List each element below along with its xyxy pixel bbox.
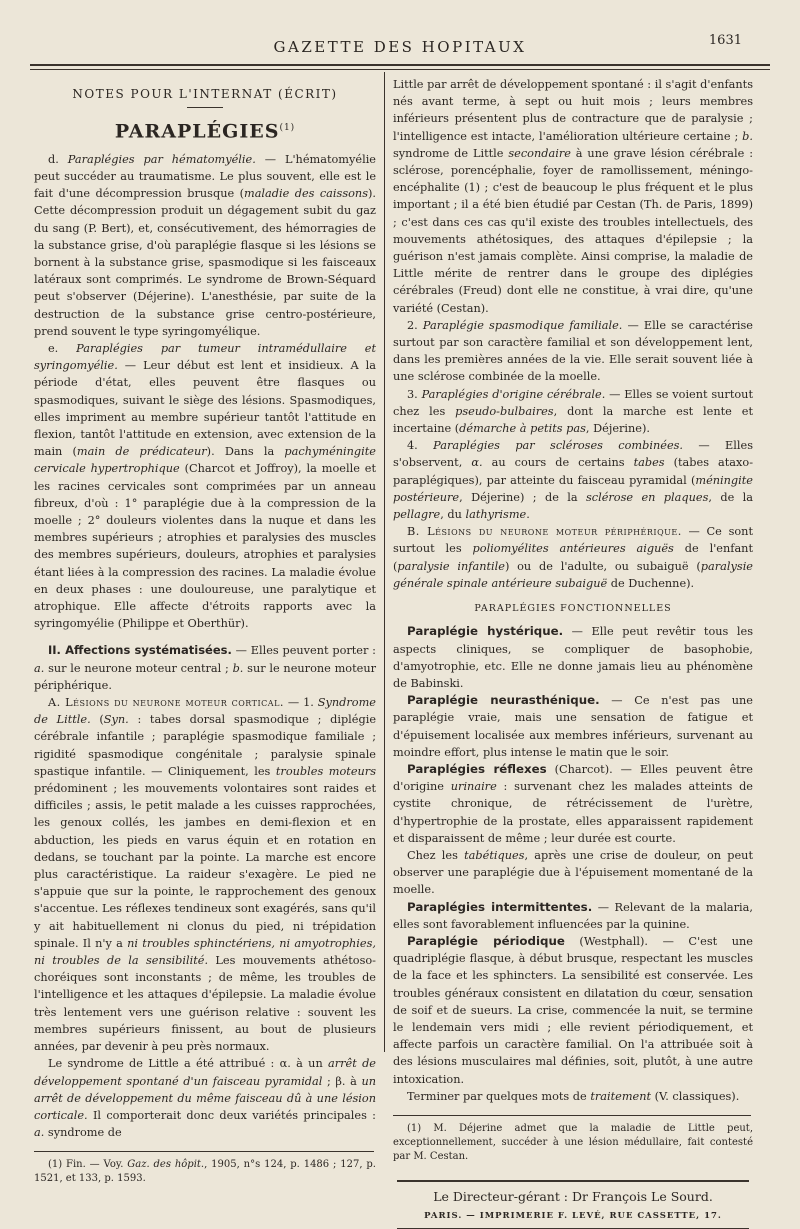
column-divider (384, 72, 385, 1052)
paragraph-periodique (393, 933, 753, 1088)
ii-a: a. (34, 661, 45, 675)
footnote-left-italic: Gaz. des hôpit. (127, 1159, 205, 1171)
short-rule (187, 107, 223, 108)
p2-text: — Elle se caractérise surtout par son caractère familial et son développement lent, dans les premières années de la vie. Elle serait souvent liée à une sclérose combinée de la moelle. (393, 318, 753, 384)
a-text-b: : tabes dorsal spasmodique ; diplégie cérébrale infantile ; paraplégie spasmodique familiale ; rigidité spasmodique congénitale ; paralysie spinale spastique infantile. — Cliniquement, les (34, 713, 377, 778)
paragraph-4 (393, 437, 753, 523)
journal-title: GAZETTE DES HOPITAUX (273, 38, 527, 56)
p3-italic: Paraplégies d'origine cérébrale. (421, 387, 606, 401)
a-syn: Syn. (103, 713, 129, 727)
a-italic-2: ni troubles sphinctériens, ni amyotrophies, ni troubles de la sensibilité. (34, 936, 376, 968)
b-text-b: de l'enfant ( (393, 542, 753, 573)
p2-italic: Paraplégie spasmodique familiale. (422, 318, 623, 332)
p4-italic-3: méningite postérieure (393, 473, 753, 504)
p4-italic: Paraplégies par scléroses combinées. (433, 439, 684, 453)
paragraph-neurasthenique (393, 692, 753, 761)
director-line: Le Directeur-gérant : Dr François Le Sourd. (433, 1188, 713, 1204)
imprint-box (397, 1180, 749, 1229)
inter-text: — Relevant de la malaria, elles sont favorablement influencées par la quinine. (393, 900, 754, 931)
article-title-text: PARAPLÉGIES (114, 120, 280, 143)
d-label: d. (48, 152, 59, 166)
footnote-rule (34, 1151, 374, 1152)
p4-text-e: , de la (708, 490, 753, 504)
p1-text-b: syndrome de Little (393, 146, 509, 160)
inter-heading: Paraplégies intermittentes. (407, 899, 593, 914)
e-title: Paraplégies par tumeur intramédullaire et syringomyélie. (34, 341, 376, 373)
p4-text-c: (tabes ataxo-paraplégiques), par atteinte du faisceau pyramidal ( (393, 456, 754, 487)
p3-num: 3. (407, 387, 422, 401)
p4-num: 4. (407, 439, 434, 453)
p4-italic-5: pellagre (393, 508, 441, 522)
p4-text: — Elles s'observent, (393, 439, 753, 470)
term-text: Terminer par quelques mots de (407, 1089, 591, 1103)
paragraph-d (34, 151, 376, 340)
a-text: ( (90, 713, 104, 727)
article-title (34, 120, 376, 141)
hyst-heading: Paraplégie hystérique. (407, 624, 564, 639)
per-text: (Westphall). — C'est une quadriplégie flasque, à début brusque, respectant les muscles de la face et les sphincters. La sensibilité est conservée. Les troubles généraux consistent en dilatation du cœur, sensation de soif et de sueurs. La crise, commencée la nuit, se termine le lendemain vers midi ; elle revient périodiquement, et affecte parfois un caractère familial. On l'a attribuée soit à des lésions musculaires mal définies, soit, plutôt, à une autre intoxication. (393, 934, 753, 1086)
ii-heading: II. Affections systématisées. (48, 643, 232, 658)
p3-text: — Elles se voient surtout chez les (393, 387, 753, 418)
e-text-b: ). Dans la (206, 445, 285, 459)
d-text: — L'hématomyélie peut succéder au traumatisme. Le plus souvent, elle est le fait d'une décompression brusque ( (34, 152, 376, 201)
p3-text-b: , dont la marche est lente et incertaine ( (393, 404, 753, 436)
a-text-d: Les mouvements athétoso-choréiques sont inconstants ; de même, les troubles de l'intelligence et les attaques d'épilepsie. La maladie évolue très lentement vers une guérison relative : souvent les membres supérieurs finissent, au bout de plusieurs années, par devenir à peu près normaux. (34, 954, 377, 1054)
little-text: Le syndrome de Little a été attribué : α. à un (48, 1057, 329, 1071)
paragraph-b (393, 523, 753, 592)
p1-text-c: à une grave lésion cérébrale : sclérose, porencéphalie, foyer de ramollissement, méningo-encéphalite (1) ; c'est de beaucoup le plus fréquent et le plus important ; il a été bien étudié par Cestan (Th. de Paris, 1899) ; c'est dans ces cas qu'il existe des troubles intellectuels, des mouvements athétosiques, des attaques d'épilepsie ; la guérison n'est jamais complète. Ainsi comprise, la maladie de Little mérite de rentrer dans le groupe des diplégies cérébrales (Freud) dont elle ne constitue, à vrai dire, qu'une variété (Cestan). (393, 146, 754, 315)
paragraph-a (34, 694, 376, 1055)
e-italic-2: pachyméningite cervicale hypertrophique (34, 445, 376, 476)
p1-b: b. (742, 129, 753, 143)
a-label: A. Lésions du neurone moteur cortical. (48, 696, 284, 710)
refl-italic: urinaire (450, 780, 497, 794)
refl-text-b: : survenant chez les malades atteints de cystite chronique, de rétrécissement de l'urètre, d'hypertrophie de la prostate, elles apparaissent rapidement et disparaissent de même ; leur durée est courte. (393, 780, 753, 845)
paragraph-traitement (393, 1088, 753, 1105)
p2-num: 2. (407, 318, 423, 332)
b-text: — Ce sont surtout les (393, 525, 753, 556)
paragraph-little-cont (393, 76, 753, 317)
ii-b: b. (232, 661, 244, 675)
p4-italic-6: lathyrisme (465, 508, 527, 522)
ii-text-b: sur le neurone moteur central ; (44, 661, 233, 675)
e-italic-1: main de prédicateur (76, 445, 207, 459)
ii-text: — Elles peuvent porter : (231, 644, 376, 658)
a-num: — 1. (283, 696, 318, 710)
footnote-right (393, 1122, 753, 1164)
hyst-text: — Elle peut revêtir tous les aspects cliniques, se compliquer de basophobie, d'amyotrophie, etc. Elle ne donne jamais lieu au phénomène de Babinski. (393, 625, 754, 690)
b-italic-2: paralysie infantile (397, 559, 505, 573)
paragraph-intermittentes (393, 899, 753, 933)
little-italic-1: arrêt de développement spontané d'un faisceau pyramidal (34, 1057, 376, 1088)
p4-italic-2: tabes (633, 456, 665, 470)
term-italic: traitement (590, 1089, 652, 1103)
footnote-right-text: (1) M. Déjerine admet que la maladie de Little peut, exceptionnellement, succéder à une lésion médullaire, fait contesté par M. Cestan. (393, 1122, 753, 1162)
tab-text: Chez les (407, 848, 465, 862)
p4-text-d: , Déjerine) ; de la (459, 490, 586, 504)
subsection-heading: PARAPLÉGIES FONCTIONNELLES (474, 603, 672, 615)
footnote-rule-right (393, 1115, 751, 1116)
p3-italic-2: pseudo-bulbaires (455, 404, 554, 418)
d-italic: maladie des caissons (243, 187, 369, 201)
b-text-c: ) ou de l'adulte, ou subaiguë ( (504, 559, 701, 573)
ii-text-c: sur le neurone moteur périphérique. (34, 661, 377, 692)
right-column (393, 76, 753, 1229)
e-text-c: (Charcot et Joffroy), la moelle et les racines cervicales sont comprimées par un anneau fibreux, d'où : 1° paraplégie due à la compression de la moelle ; 2° douleurs violentes dans la nuque et dans les membres supérieurs ; atrophies et paralysies des muscles des membres supérieurs, douleurs, atrophies et paralysies étant liées à la compression des racines. La maladie évolue en deux phases : une douloureuse, une paralytique et atrophique. Elle affecte d'étroits rapports avec la syringomyélie (Philippe et Oberthür). (34, 462, 376, 631)
per-heading: Paraplégie périodique (407, 933, 565, 948)
paragraph-e (34, 340, 376, 632)
a-italic-1: troubles moteurs (275, 764, 376, 778)
paragraph-ii (34, 642, 376, 694)
p3-italic-3: démarche à petits pas (459, 422, 586, 436)
a-syndrome: Syndrome de Little. (34, 696, 376, 727)
d-text-cont: ). Cette décompression produit un dégagement subit du gaz du sang (P. Bert), et, consécutivement, des hémorragies de la substance grise, d'où paraplégie flasque si les lésions se bornent à la substance grise, spasmodique si les faisceaux latéraux sont comprimés. Le syndrome de Brown-Séquard peut s'observer (Déjerine). L'anesthésie, par suite de la destruction de la substance grise centro-postérieure, prend souvent le type syringomyélique. (34, 187, 377, 338)
p4-alpha: α. (471, 456, 483, 470)
refl-text: (Charcot). — Elles peuvent être d'origine (393, 762, 753, 794)
neur-text: — Ce n'est pas une paraplégie vraie, mais une sensation de fatigue et d'épuisement localisée aux membres inférieurs, survenant au moindre effort, plus intense le matin que le soir. (393, 694, 753, 759)
footnote-left-text: (1) Fin. — Voy. (48, 1159, 128, 1171)
printer-line: PARIS. — IMPRIMERIE F. LEVÉ, RUE CASSETTE, 17. (424, 1211, 722, 1222)
b-italic-1: poliomyélites antérieures aiguës (472, 542, 674, 556)
neur-heading: Paraplégie neurasthénique. (407, 693, 600, 708)
d-title: Paraplégies par hématomyélie. (67, 152, 256, 166)
e-label: e. (48, 341, 59, 355)
refl-heading: Paraplégies réflexes (407, 761, 547, 776)
paragraph-hysterique (393, 623, 753, 692)
p3-text-c: , Déjerine). (585, 422, 650, 436)
a-text-c: prédominent ; les mouvements volontaires sont raides et difficiles ; assis, le petit malade a les cuisses rapprochées, les genoux collés, les jambes en demi-flexion et en abduction, les pieds en varus équin et en rotation en dedans, se touchant par la pointe. La marche est encore plus caractéristique. La raideur s'exagère. Le pied ne s'appuie que sur la pointe, le rapprochement des genoux s'accentue. Les réflexes tendineux sont exagérés, sans qu'il y ait habituellement ni clonus du pied, ni trépidation spinale. Il n'y a (34, 782, 376, 950)
b-italic-3: paralysie générale spinale antérieure subaiguë (393, 559, 753, 590)
little-text-c: Il comporterait donc deux variétés principales : (87, 1108, 376, 1122)
little-a: a. (34, 1126, 45, 1140)
paragraph-3 (393, 386, 753, 438)
p1-italic: secondaire (508, 146, 571, 160)
little-text-d: syndrome de (44, 1126, 122, 1140)
p1-text: Little par arrêt de développement spontané : il s'agit d'enfants nés avant terme, à sept ou huit mois ; leurs membres inférieurs présentent plus de contracture que de paralysie ; l'intelligence est intacte, l'amélioration ultérieure certaine ; (393, 78, 753, 143)
footnote-left (34, 1158, 376, 1186)
page-number: 1631 (708, 33, 742, 48)
left-column (34, 76, 376, 1186)
little-text-b: ; β. à (322, 1074, 362, 1088)
footnote-left-text-b: , 1905, n°s 124, p. 1486 ; 127, p. 1521, et 133, p. 1593. (34, 1159, 376, 1185)
tab-text-b: , après une crise de douleur, on peut observer une paraplégie due à l'épuisement momentané de la moelle. (393, 848, 754, 897)
title-note-ref: (1) (279, 123, 296, 134)
p4-text-g: . (526, 508, 530, 522)
term-text-b: (V. classiques). (651, 1089, 740, 1103)
paragraph-2 (393, 317, 753, 386)
e-text: — Leur début est lent et insidieux. A la période d'état, elles peuvent être flasques ou spasmodiques, suivant le siège des lésions. Spasmodiques, elles impriment au membre supérieur tantôt l'attitude en flexion, tantôt l'attitude en extension, avec extension de la main ( (34, 359, 376, 459)
p4-text-b: au cours de certains (482, 456, 634, 470)
paragraph-little (34, 1055, 376, 1141)
section-heading: NOTES POUR L'INTERNAT (ÉCRIT) (72, 87, 338, 101)
paragraph-tabetiques (393, 847, 753, 899)
tab-italic: tabétiques (464, 848, 525, 862)
header-rule-thin (30, 69, 770, 70)
p4-italic-4: sclérose en plaques (585, 490, 709, 504)
b-text-d: de Duchenne). (607, 576, 695, 590)
p4-text-f: , du (440, 508, 466, 522)
little-italic-2: un arrêt de développement du même faisceau dû à une lésion corticale. (34, 1074, 377, 1122)
paragraph-reflexes (393, 761, 753, 847)
b-label: B. Lésions du neurone moteur périphérique. (407, 525, 682, 539)
header-rule (30, 64, 770, 66)
